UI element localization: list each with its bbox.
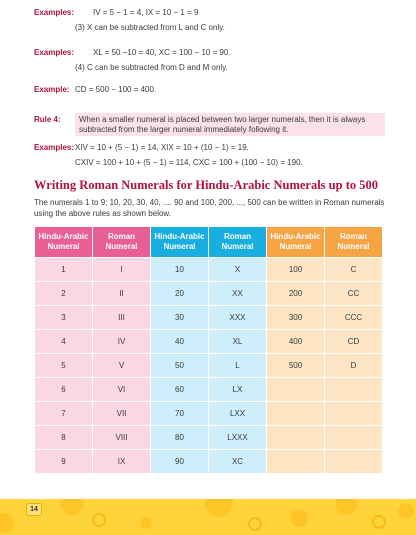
roman-cell: XXX bbox=[209, 306, 267, 330]
roman-cell: I bbox=[93, 258, 151, 282]
hindu-arabic-cell: 80 bbox=[151, 426, 209, 450]
header-hindu-arabic-3: Hindu-Arabic Numeral bbox=[267, 227, 325, 258]
decor-circle bbox=[290, 509, 308, 527]
decor-ring bbox=[248, 517, 262, 531]
roman-cell: D bbox=[325, 354, 383, 378]
roman-cell bbox=[325, 450, 383, 474]
hindu-arabic-cell: 30 bbox=[151, 306, 209, 330]
roman-cell: CCC bbox=[325, 306, 383, 330]
decor-ring bbox=[372, 515, 386, 529]
hindu-arabic-cell: 2 bbox=[35, 282, 93, 306]
hindu-arabic-cell: 8 bbox=[35, 426, 93, 450]
hindu-arabic-cell: 7 bbox=[35, 402, 93, 426]
decor-circle bbox=[205, 499, 233, 517]
roman-cell: CC bbox=[325, 282, 383, 306]
table-row bbox=[35, 330, 383, 354]
table-row bbox=[35, 426, 383, 450]
table-row bbox=[35, 282, 383, 306]
example-line-2: XL = 50 −10 = 40, XC = 100 − 10 = 90. bbox=[93, 48, 231, 57]
header-hindu-arabic-2: Hindu-Arabic Numeral bbox=[151, 227, 209, 258]
example-line-1: IV = 5 − 1 = 4, IX = 10 − 1 = 9 bbox=[93, 8, 199, 17]
hindu-arabic-cell bbox=[267, 426, 325, 450]
roman-cell: C bbox=[325, 258, 383, 282]
table-row bbox=[35, 378, 383, 402]
example-rule4-line1: XIV = 10 + (5 − 1) = 14, XIX = 10 + (10 − 1) = 19, bbox=[75, 143, 249, 152]
table-row bbox=[35, 354, 383, 378]
header-roman-3: Roman Numeral bbox=[325, 227, 383, 258]
roman-cell: IX bbox=[93, 450, 151, 474]
hindu-arabic-cell: 20 bbox=[151, 282, 209, 306]
roman-cell: V bbox=[93, 354, 151, 378]
roman-cell: LXX bbox=[209, 402, 267, 426]
example-rule4-line2: CXIV = 100 + 10 + (5 − 1) = 114, CXC = 100 + (100 − 10) = 190. bbox=[75, 158, 303, 167]
hindu-arabic-cell: 500 bbox=[267, 354, 325, 378]
roman-cell: VII bbox=[93, 402, 151, 426]
decor-circle bbox=[60, 499, 84, 515]
examples-label-2: Examples: bbox=[34, 48, 75, 57]
hindu-arabic-cell: 200 bbox=[267, 282, 325, 306]
rule4-box bbox=[75, 113, 385, 136]
hindu-arabic-cell: 60 bbox=[151, 378, 209, 402]
footer-bar bbox=[0, 499, 416, 535]
table-row bbox=[35, 402, 383, 426]
hindu-arabic-cell bbox=[267, 402, 325, 426]
roman-cell bbox=[325, 402, 383, 426]
hindu-arabic-cell: 40 bbox=[151, 330, 209, 354]
roman-cell: II bbox=[93, 282, 151, 306]
rule-note-3: (3) X can be subtracted from L and C only. bbox=[75, 23, 225, 32]
decor-circle bbox=[398, 503, 414, 519]
roman-cell: III bbox=[93, 306, 151, 330]
roman-cell: VI bbox=[93, 378, 151, 402]
page-number: 14 bbox=[26, 503, 42, 516]
roman-cell: LXXX bbox=[209, 426, 267, 450]
roman-cell: XX bbox=[209, 282, 267, 306]
table-row bbox=[35, 258, 383, 282]
table-body bbox=[35, 258, 383, 474]
section-heading: Writing Roman Numerals for Hindu-Arabic Numerals up to 500 bbox=[34, 178, 378, 192]
examples-label-4: Examples: bbox=[34, 143, 75, 152]
roman-cell bbox=[325, 426, 383, 450]
hindu-arabic-cell: 4 bbox=[35, 330, 93, 354]
header-roman-2: Roman Numeral bbox=[209, 227, 267, 258]
rule4-text: When a smaller numeral is placed between two larger numerals, then it is always subtracted from the larger numeral immediately following it. bbox=[79, 115, 366, 134]
table-row bbox=[35, 306, 383, 330]
section-intro: The numerals 1 to 9; 10, 20, 30, 40, .... 90 and 100, 200, ..., 500 can be written in Roman numerals using the above rules as shown below. bbox=[34, 198, 385, 218]
rule4-label: Rule 4: bbox=[34, 115, 61, 124]
header-hindu-arabic-1: Hindu-Arabic Numeral bbox=[35, 227, 93, 258]
roman-cell: LX bbox=[209, 378, 267, 402]
hindu-arabic-cell: 300 bbox=[267, 306, 325, 330]
roman-cell: L bbox=[209, 354, 267, 378]
roman-cell: XC bbox=[209, 450, 267, 474]
roman-cell: CD bbox=[325, 330, 383, 354]
header-roman-1: Roman Numeral bbox=[93, 227, 151, 258]
example-label-3: Example: bbox=[34, 85, 70, 94]
table-row bbox=[35, 450, 383, 474]
hindu-arabic-cell: 9 bbox=[35, 450, 93, 474]
decor-circle bbox=[335, 499, 357, 515]
hindu-arabic-cell: 10 bbox=[151, 258, 209, 282]
hindu-arabic-cell: 6 bbox=[35, 378, 93, 402]
roman-cell: X bbox=[209, 258, 267, 282]
examples-label-1: Examples: bbox=[34, 8, 75, 17]
hindu-arabic-cell: 1 bbox=[35, 258, 93, 282]
roman-cell bbox=[325, 378, 383, 402]
hindu-arabic-cell bbox=[267, 378, 325, 402]
hindu-arabic-cell: 70 bbox=[151, 402, 209, 426]
decor-ring bbox=[92, 513, 106, 527]
hindu-arabic-cell: 3 bbox=[35, 306, 93, 330]
rule-note-4: (4) C can be subtracted from D and M only. bbox=[75, 63, 228, 72]
example-line-3: CD = 500 − 100 = 400. bbox=[75, 85, 157, 94]
decor-circle bbox=[0, 513, 14, 533]
roman-cell: IV bbox=[93, 330, 151, 354]
decor-circle bbox=[140, 517, 152, 529]
hindu-arabic-cell: 100 bbox=[267, 258, 325, 282]
roman-cell: VIII bbox=[93, 426, 151, 450]
hindu-arabic-cell: 50 bbox=[151, 354, 209, 378]
hindu-arabic-cell: 90 bbox=[151, 450, 209, 474]
roman-cell: XL bbox=[209, 330, 267, 354]
hindu-arabic-cell bbox=[267, 450, 325, 474]
hindu-arabic-cell: 400 bbox=[267, 330, 325, 354]
table-header-row bbox=[35, 227, 383, 258]
roman-numerals-table bbox=[34, 226, 383, 474]
hindu-arabic-cell: 5 bbox=[35, 354, 93, 378]
